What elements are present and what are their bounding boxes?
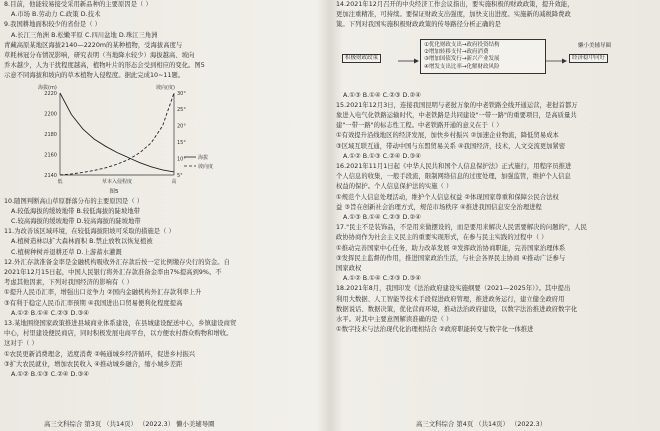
- text-line: ③扩大农民就业，增加农民收入 ④推动城乡融合，缩小城乡差距: [4, 360, 183, 368]
- text-line: A.长江三角洲 B.松嫩平原 C.四川盆地 D.珠江三角洲: [11, 31, 158, 39]
- x-high-label: 高: [171, 178, 177, 185]
- arrow-head: [562, 58, 567, 63]
- left-tick-label: 2160: [44, 151, 57, 158]
- text-line: 12.外汇存款准备金率是金融机构吸收外汇存款后按一定比例缴存央行的资金。自: [4, 258, 230, 266]
- text-line: ①数字技术与法治现代化治理相结合 ②政府职能转变与数字化一体推进: [336, 326, 534, 334]
- text-line: ①农民更新消费理念，适度消费 ②畅通城乡经济循环，促进乡村振兴: [4, 350, 196, 358]
- text-line: 个人信息的收集，一般手段流，限制网络信息的过度处理，加强监管，维护个人信息: [336, 173, 571, 181]
- text-line: A.①② B.①③ C.②④ D.③④: [343, 152, 421, 160]
- text-line: 13.某地围绕国家政策推进县域商业体系建设，在县城建设配送中心，乡镇建设商贸: [4, 320, 237, 328]
- text-line: 更加注重精准，可持续。要保证财政支出强度，加快支出进度。实施新的减税降费政: [336, 11, 571, 19]
- right-tick-label: 30°: [177, 90, 186, 97]
- text-line: A.①② B.①④ C.②③ D.③④: [343, 275, 421, 283]
- right-tick-label: 10°: [177, 156, 186, 163]
- right-page-footer: 高三文科综合 第4页 （共14页） （2022.3）: [416, 420, 547, 428]
- text-line: 10.随图判断高山草原群落分布的主要原因是（ ）: [4, 197, 144, 205]
- figure-caption: 图5: [109, 188, 119, 195]
- path-item: ①优化财政支出→政府投资结构: [424, 41, 500, 48]
- text-line: 考虑其他因素，下列对我国经济的影响有（ ）: [4, 279, 133, 287]
- right-tick-label: 25°: [177, 106, 186, 113]
- left-policy-box: 积极财政政策: [342, 54, 381, 63]
- left-ticks: [44, 90, 57, 178]
- text-line: A.植树造林以扩大森林面积 B.禁止放牧以恢复植被: [11, 238, 153, 246]
- text-line: 益 ③旨在创新社会治理方式，规范市场秩序 ④推进我国信息安全治理进程: [336, 203, 542, 211]
- text-line: 9.我国耕地面积较少的省份是（ ）: [4, 21, 102, 29]
- text-line: A.市场 B.劳动力 C.政策 D.技术: [11, 11, 101, 19]
- right-tick-label: 15°: [177, 139, 186, 146]
- figure-5-chart: [34, 83, 224, 188]
- x-axis-label: 草本入侵程度: [101, 178, 133, 185]
- text-line: ①推动完善国家中心任务，助力改革发展 ②发挥政治协商职能，完善国家治理体系: [336, 244, 566, 252]
- text-line: 11.为改善该区域环境，在较低海拔阳坡可采取的措施是（ ）: [4, 228, 175, 236]
- text-line: 15.2021年12月3日，连接我国昆明与老挝万象的中老铁路全线开通运营，老挝首都万: [336, 101, 578, 109]
- series-line-slope: [60, 93, 174, 175]
- text-line: 权益的保护。个人信息保护法的实施（ ）: [336, 183, 453, 191]
- text-line: A.①② B.①③ C.②④ D.③④: [11, 371, 89, 379]
- text-line: 18.2021年8月，我国印发《法治政府建设实施纲要（2021—2025年）》。其中提出: [336, 285, 571, 293]
- text-line: 政协协商作为社会主义民主的重要实现形式，在参与民主实践的过程中（ ）: [336, 234, 548, 242]
- text-line: A.①③ B.①④ C.②③ D.②④: [343, 214, 421, 222]
- left-question-block-2: [4, 197, 322, 381]
- text-line: 14.2021年12月召开的中央经济工作会议指出，要实施积极的财政政策，提升效能，: [336, 1, 574, 8]
- text-line: A.较低海拔的缓坡地带 B.较低海拔的陡坡地带: [11, 207, 141, 215]
- left-page-footer: 高三文科综合 第3页 （共14页） （2022.3） 懒小美辅导圈: [44, 420, 215, 428]
- text-line: 17."民主不是装饰品，不是用来做摆设的，而是要用来解决人民需要解决的问题的"，人民: [336, 224, 587, 232]
- x-low-label: 低: [57, 178, 63, 185]
- text-line: 策。下列对我国实施积极财政政策的传导路径分析正确的是: [336, 21, 502, 29]
- text-line: ③发挥民主监督的作用，推进国家政治生活，与社会各界民主协商 ④推动广泛参与: [336, 254, 566, 262]
- left-tick-label: 2180: [44, 131, 57, 138]
- text-line: 建"一带一路"的标志性工程。中老铁路开通的意义在于（ ）: [336, 122, 503, 130]
- text-line: 利用大数据、人工智能等技术手段促进政府管理，推进政务运行，建立健全政府用: [336, 295, 565, 303]
- right-question-block-2: [336, 91, 656, 336]
- text-line: ①提升人民币汇率，增强出口竞争力 ②国内金融机构外汇存款利率上升: [4, 289, 202, 297]
- arrow-head: [414, 58, 419, 63]
- text-line: ③有利于稳定人民币汇率预期 ④我国进出口贸易便利化程度提高: [4, 299, 183, 307]
- right-axis-title: 坡向(度): [156, 84, 175, 91]
- left-tick-label: 2140: [44, 172, 57, 179]
- text-line: 草耗林冠分布情况影响，研究表明（当地降水较少）海拔越高、坡向: [4, 52, 195, 60]
- text-line: A.①② B.①④ C.②③ D.③④: [11, 309, 89, 317]
- middle-path-box: [420, 39, 546, 75]
- left-tick-label: 2220: [44, 90, 57, 97]
- left-tick-label: 2200: [44, 110, 57, 117]
- right-result-box: 经济稳中向好: [569, 54, 608, 63]
- text-line: 乔木越少，人为干扰程度越高，植物叶片的形态会受到相应的变化。图5: [4, 62, 205, 70]
- path-item: ③增加国债发行→新兴产业发展: [424, 56, 500, 63]
- left-question-block: [4, 0, 322, 82]
- series-line-altitude: [60, 93, 174, 172]
- text-line: 这对于（ ）: [4, 340, 38, 348]
- policy-flow-diagram: [340, 33, 640, 89]
- text-line: 象进入电气化铁路运输时代，中老铁路是共同建设"一带一路"的重要项目，是高质量共: [336, 112, 577, 120]
- text-line: 中心，村里建设便民商店，同时积极发展电商平台，以方便农村群众购物和增收。: [4, 330, 233, 338]
- text-line: 示意不同海拔和坡向的草本植物入侵程度。据此完成10~11题。: [4, 72, 185, 80]
- text-line: 水平。对其中主要意图解读准确的是（ ）: [336, 316, 453, 324]
- text-line: A.①③ B.①④ C.②③ D.②④: [343, 91, 421, 99]
- text-line: 青藏高原某地区海拔2140—2220m的某种植物，受海拔高度与: [4, 41, 183, 49]
- path-item: ②增加转移支付→政府消费: [424, 49, 489, 56]
- watermark-text: 懒小美辅导圈: [578, 42, 612, 49]
- right-page: [336, 0, 656, 431]
- right-tick-label: 20°: [177, 123, 186, 130]
- legend-solid-label: 海拔: [198, 154, 209, 161]
- text-line: 国家政权: [336, 265, 362, 273]
- legend-dashed-label: 坡向度: [198, 163, 214, 170]
- text-line: 16.2021年11月1日起《中华人民共和国个人信息保护法》正式施行，用程序员推进: [336, 163, 572, 171]
- text-line: C.植树种树并退耕还草 D.上游蓄水灌溉: [11, 248, 122, 256]
- chart-svg: [34, 83, 224, 188]
- left-axis-title: 海拔(m): [38, 84, 57, 91]
- text-line: C.较高海拔的缓坡地带 D.较高海拔的陡坡地带: [11, 218, 141, 226]
- text-line: 8.目前，他能较易接受采用新品种的主要原因是（ ）: [4, 1, 152, 8]
- path-item: ④增发支出比率→化解财政风险: [424, 63, 500, 70]
- right-question-block: [336, 0, 656, 31]
- left-page: [4, 0, 322, 431]
- text-line: ③区域互联互通，带动中国与东盟贸易关系 ④我国经济，技术，人文交流更加紧密: [336, 142, 566, 150]
- text-line: ①有效提升沿线地区的经济发展，加快乡村振兴 ②加速企业物流，降低贸易成本: [336, 132, 559, 140]
- text-line: 数据说话、数据决策，优化营商环境，推动法治政府建设，以数字法治推进政府数字化: [336, 305, 578, 313]
- text-line: 2021年12月15日起，中国人民银行将外汇存款准备金率由7%提高到9%。不: [4, 269, 222, 277]
- right-tick-label: 5°: [177, 172, 183, 179]
- text-line: ①规范个人信息处理活动，维护个人信息权益 ②体现国家尊重和保障公民合法权: [336, 193, 559, 201]
